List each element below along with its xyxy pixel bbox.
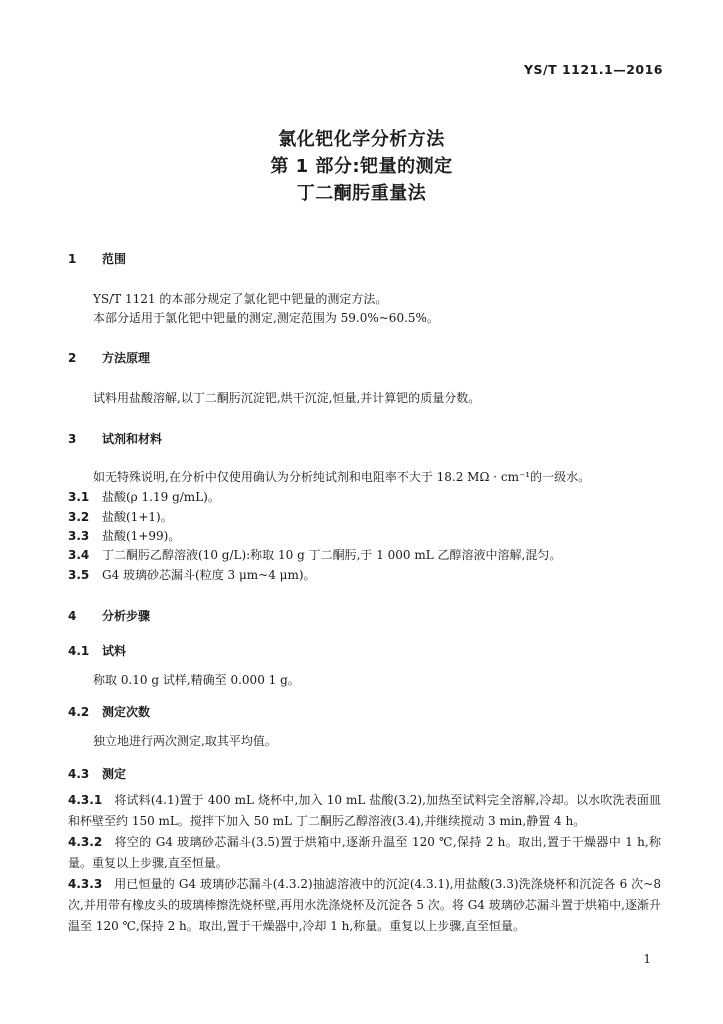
section-number: 2 xyxy=(68,351,77,365)
subsection-4-3-heading xyxy=(68,765,126,782)
paragraph-text: 将空的 G4 玻璃砂芯漏斗(3.5)置于烘箱中,逐渐升温至 120 ℃,保持 2 h。取出,置于干燥器中 1 h,称量。重复以上步骤,直至恒量。 xyxy=(68,835,661,870)
document-title xyxy=(0,126,723,207)
item-number: 3.5 xyxy=(68,568,90,582)
section-number: 1 xyxy=(68,252,77,266)
section-title: 试剂和材料 xyxy=(102,432,163,446)
section-title: 分析步骤 xyxy=(102,609,151,623)
section-1-heading xyxy=(68,250,126,267)
item-text: G4 玻璃砂芯漏斗(粒度 3 μm~4 μm)。 xyxy=(102,568,316,582)
title-line-1: 氯化钯化学分析方法 xyxy=(278,129,445,150)
subsection-4-1-text: 称取 0.10 g 试样,精确至 0.000 1 g。 xyxy=(93,673,300,687)
section-title: 范围 xyxy=(102,252,127,266)
section-1-paragraph-1: YS/T 1121 的本部分规定了氯化钯中钯量的测定方法。 xyxy=(93,292,388,306)
item-number: 3.1 xyxy=(68,490,90,504)
item-text: 盐酸(1+99)。 xyxy=(102,529,181,543)
section-2-paragraph-1: 试料用盐酸溶解,以丁二酮肟沉淀钯,烘干沉淀,恒量,并计算钯的质量分数。 xyxy=(93,391,481,405)
item-number: 3.3 xyxy=(68,529,90,543)
subsection-title: 测定 xyxy=(102,767,127,781)
list-item xyxy=(68,508,661,526)
list-item xyxy=(68,488,661,506)
item-text: 盐酸(1+1)。 xyxy=(102,510,173,524)
paragraph-4-3-3 xyxy=(68,874,661,937)
title-line-3: 丁二酮肟重量法 xyxy=(296,183,427,204)
page-number: 1 xyxy=(643,952,651,966)
section-number: 3 xyxy=(68,432,77,446)
section-number: 4 xyxy=(68,609,77,623)
section-4-heading xyxy=(68,607,150,624)
paragraph-number: 4.3.2 xyxy=(68,835,103,849)
section-3-intro: 如无特殊说明,在分析中仅使用确认为分析纯试剂和电阻率不大于 18.2 MΩ · cm⁻¹的一级水。 xyxy=(93,470,591,484)
section-1-paragraph-2: 本部分适用于氯化钯中钯量的测定,测定范围为 59.0%~60.5%。 xyxy=(93,311,439,325)
section-title: 方法原理 xyxy=(102,351,151,365)
list-item xyxy=(68,527,661,545)
title-line-2: 第 1 部分:钯量的测定 xyxy=(270,156,453,177)
subsection-title: 试料 xyxy=(102,644,127,658)
item-number: 3.4 xyxy=(68,548,90,562)
item-number: 3.2 xyxy=(68,510,90,524)
paragraph-text: 将试料(4.1)置于 400 mL 烧杯中,加入 10 mL 盐酸(3.2),加热至试料完全溶解,冷却。以水吹洗表面皿和杯壁至约 150 mL。搅拌下加入 50 mL 丁二酮肟乙醇溶液(3.4),并继续搅动 3 min,静置 4 h。 xyxy=(68,793,661,828)
section-3-heading xyxy=(68,430,162,447)
subsection-number: 4.3 xyxy=(68,767,90,781)
paragraph-number: 4.3.1 xyxy=(68,793,103,807)
subsection-number: 4.1 xyxy=(68,644,90,658)
subsection-4-2-heading xyxy=(68,703,150,720)
standard-code: YS/T 1121.1—2016 xyxy=(523,62,663,77)
paragraph-4-3-1 xyxy=(68,790,661,832)
list-item xyxy=(68,566,661,584)
paragraph-text: 用已恒量的 G4 玻璃砂芯漏斗(4.3.2)抽滤溶液中的沉淀(4.3.1),用盐酸(3.3)洗涤烧杯和沉淀各 6 次~8 次,并用带有橡皮头的玻璃棒擦洗烧杯壁,再用水洗涤烧杯及沉淀各 5 次。将 G4 玻璃砂芯漏斗置于烘箱中,逐渐升温至 120 ℃,保持 2 h。取出,置于干燥器中,冷却 1 h,称量。重复以上步骤,直至恒量。 xyxy=(68,877,661,933)
subsection-4-2-text: 独立地进行两次测定,取其平均值。 xyxy=(93,734,277,748)
section-2-heading xyxy=(68,349,150,366)
subsection-number: 4.2 xyxy=(68,705,90,719)
item-text: 盐酸(ρ 1.19 g/mL)。 xyxy=(102,490,220,504)
subsection-4-1-heading xyxy=(68,642,126,659)
list-item xyxy=(68,546,661,564)
subsection-title: 测定次数 xyxy=(102,705,151,719)
paragraph-number: 4.3.3 xyxy=(68,877,103,891)
item-text: 丁二酮肟乙醇溶液(10 g/L):称取 10 g 丁二酮肟,于 1 000 mL 乙醇溶液中溶解,混匀。 xyxy=(102,548,562,562)
paragraph-4-3-2 xyxy=(68,832,661,874)
